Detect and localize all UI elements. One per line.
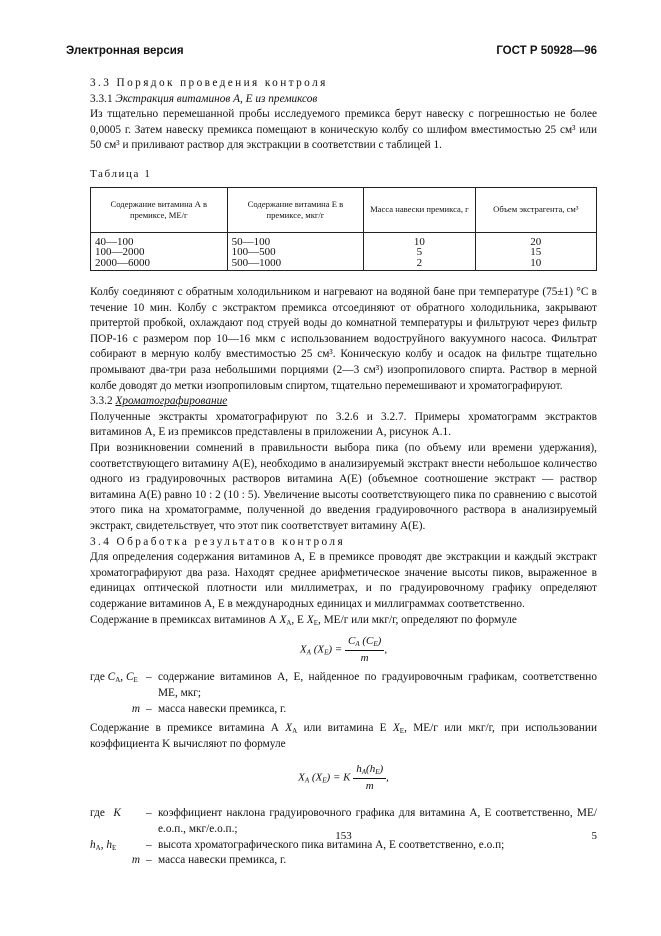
page-number-right: 5 — [591, 830, 597, 842]
legend-m-def: масса навески премикса, г. — [158, 702, 287, 715]
table-1 — [90, 187, 597, 272]
formula-1-legend: где $C_A$, $C_E$ – содержание витаминов А, Е, найденное по градуировочным графикам, соответственно МЕ, мкг; m – масса навески премикса, г. — [90, 670, 597, 717]
formula-1: $X_A$ $(X_E)$ = $\frac{C_A (C_E)}{m}$ , — [299, 635, 388, 664]
section-3-3-2-title: Хроматографирование — [115, 395, 228, 408]
table-cell: 40—100 — [91, 232, 228, 247]
paragraph-sample-prep: Из тщательно перемешанной пробы исследуемого премикса берут навеску с погрешностью не более 0,0005 г. Затем навеску премикса помещают в коническую колбу со шлифом вместимостью 25 см³ или 50 см³ и приливают раствор для экстракции в соответствии с таблицей 1. — [90, 108, 597, 152]
formula-2-legend: где K – коэффициент наклона градуировочного графика для витамина А, Е соответственно, МЕ/е.о.п., мкг/е.о.п.; $h_A$, $h_E$ – высота хроматографического пика витамина А, Е соответственно, е.о.п; m – масса навески премикса, г. — [90, 806, 597, 868]
section-3-3-1-title: Экстракция витаминов А, Е из премиксов — [115, 92, 318, 105]
table-cell: 10 — [475, 258, 596, 271]
edition-label: Электронная версия — [66, 45, 184, 57]
table-cell: 100—2000 — [91, 247, 228, 258]
formula-2: $X_A$ $(X_E) = K$ $\frac{h_A(h_E)}{m}$ , — [298, 763, 389, 792]
section-3-3-1-heading: 3.3.1 Экстракция витаминов А, Е из премиксов — [90, 92, 318, 105]
section-3-3-title: 3.3 Порядок проведения контроля — [90, 77, 328, 89]
legend-h-def: высота хроматографического пика витамина А, Е соответственно, е.о.п; — [158, 838, 505, 851]
table-header-vit-a: Содержание витамина А в премиксе, МЕ/г — [91, 187, 228, 232]
table-cell: 2000—6000 — [91, 258, 228, 271]
legend-k-def: коэффициент наклона градуировочного графика для витамина А, Е соответственно, МЕ/е.о.п., мкг/е.о.п.; — [158, 807, 597, 836]
table-cell: 50—100 — [227, 232, 364, 247]
paragraph-peak-doubt: При возникновении сомнений в правильности выбора пика (по объему или времени удержания), соответствующего витамину А(Е), необходимо в анализируемый экстракт внести небольшое количество одного из градуировочных растворов витамина А(Е) (объемное соотношение экстракт — раствор витамина А(Е) равно 10 : 2 (10 : 5). Увеличение высоты соответствующего пика по сравнению с высотой этого пика на хроматограмме, полученной до введения градуировочного раствора в анализируемый экстракт, свидетельствует, что этот пик соответствует витамину А(Е). — [90, 442, 597, 532]
table-header-vit-e: Содержание витамина Е в премиксе, мкг/г — [227, 187, 364, 232]
table-cell: 5 — [364, 247, 475, 258]
section-3-4-title: 3.4 Обработка результатов контроля — [90, 535, 346, 548]
table-header-mass: Масса навески премикса, г — [364, 187, 475, 232]
table-1-title: Таблица 1 — [90, 167, 152, 180]
table-cell: 100—500 — [227, 247, 364, 258]
table-cell: 500—1000 — [227, 258, 364, 271]
standard-number: ГОСТ Р 50928—96 — [496, 45, 597, 57]
table-cell: 2 — [364, 258, 475, 271]
paragraph-formula-2-intro: Содержание в премиксе витамина А $X_A$ или витамина Е $X_E$, МЕ/г или мкг/г, при использовании коэффициента K вычисляют по формуле — [90, 722, 598, 750]
paragraph-results: Для определения содержания витаминов А, Е в премиксе проводят две экстракции и каждый экстракт хроматографируют два раза. Находят среднее арифметическое значение высоты пиков, выраженное в единицах оптической плотности или миллиметрах, и по градуировочному графику определяют содержание витаминов А, Е в международных единицах и миллиграммах соответственно. — [90, 551, 597, 610]
legend-m2-def: масса навески премикса, г. — [158, 854, 287, 867]
table-row — [91, 247, 597, 258]
legend-c-def: содержание витаминов А, Е, найденное по градуировочным графикам, соответственно МЕ, мкг; — [158, 671, 597, 699]
paragraph-chromatography: Полученные экстракты хроматографируют по 3.2.6 и 3.2.7. Примеры хроматограмм экстрактов витаминов А, Е из премиксов представлены в приложении А, рисунок А.1. — [90, 410, 597, 439]
table-header-volume: Объем экстрагента, см³ — [475, 187, 596, 232]
table-row — [91, 258, 597, 271]
paragraph-formula-1-intro: Содержание в премиксах витаминов А $X_A$, E $X_E$, МЕ/г или мкг/г, определяют по формуле — [90, 613, 517, 627]
page-number: 153 — [335, 830, 352, 842]
table-cell: 10 — [364, 232, 475, 247]
table-cell: 15 — [475, 247, 596, 258]
section-3-3-2-heading: 3.3.2 Хроматографирование — [90, 395, 228, 408]
paragraph-extraction: Колбу соединяют с обратным холодильником и нагревают на водяной бане при температуре (75±1) °С в течение 10 мин. Колбу с экстрактом премикса отсоединяют от обратного холодильника, закрывают притертой пробкой, охлаждают под струей воды до комнатной температуры и фильтруют через фильтр ПОР-16 с размером пор 10—16 мкм с использованием водоструйного вакуумного насоса. Фильтрат собирают в мерную колбу вместимостью 25 см³. Коническую колбу и осадок на фильтре тщательно промывают два-три раза небольшими порциями (2—3 см³) изопропилового спирта. Раствор в мерной колбе доводят до метки изопропиловым спиртом, тщательно перемешивают и хроматографируют. — [90, 286, 597, 392]
table-row — [91, 232, 597, 247]
table-cell: 20 — [475, 232, 596, 247]
document-body — [90, 76, 597, 869]
